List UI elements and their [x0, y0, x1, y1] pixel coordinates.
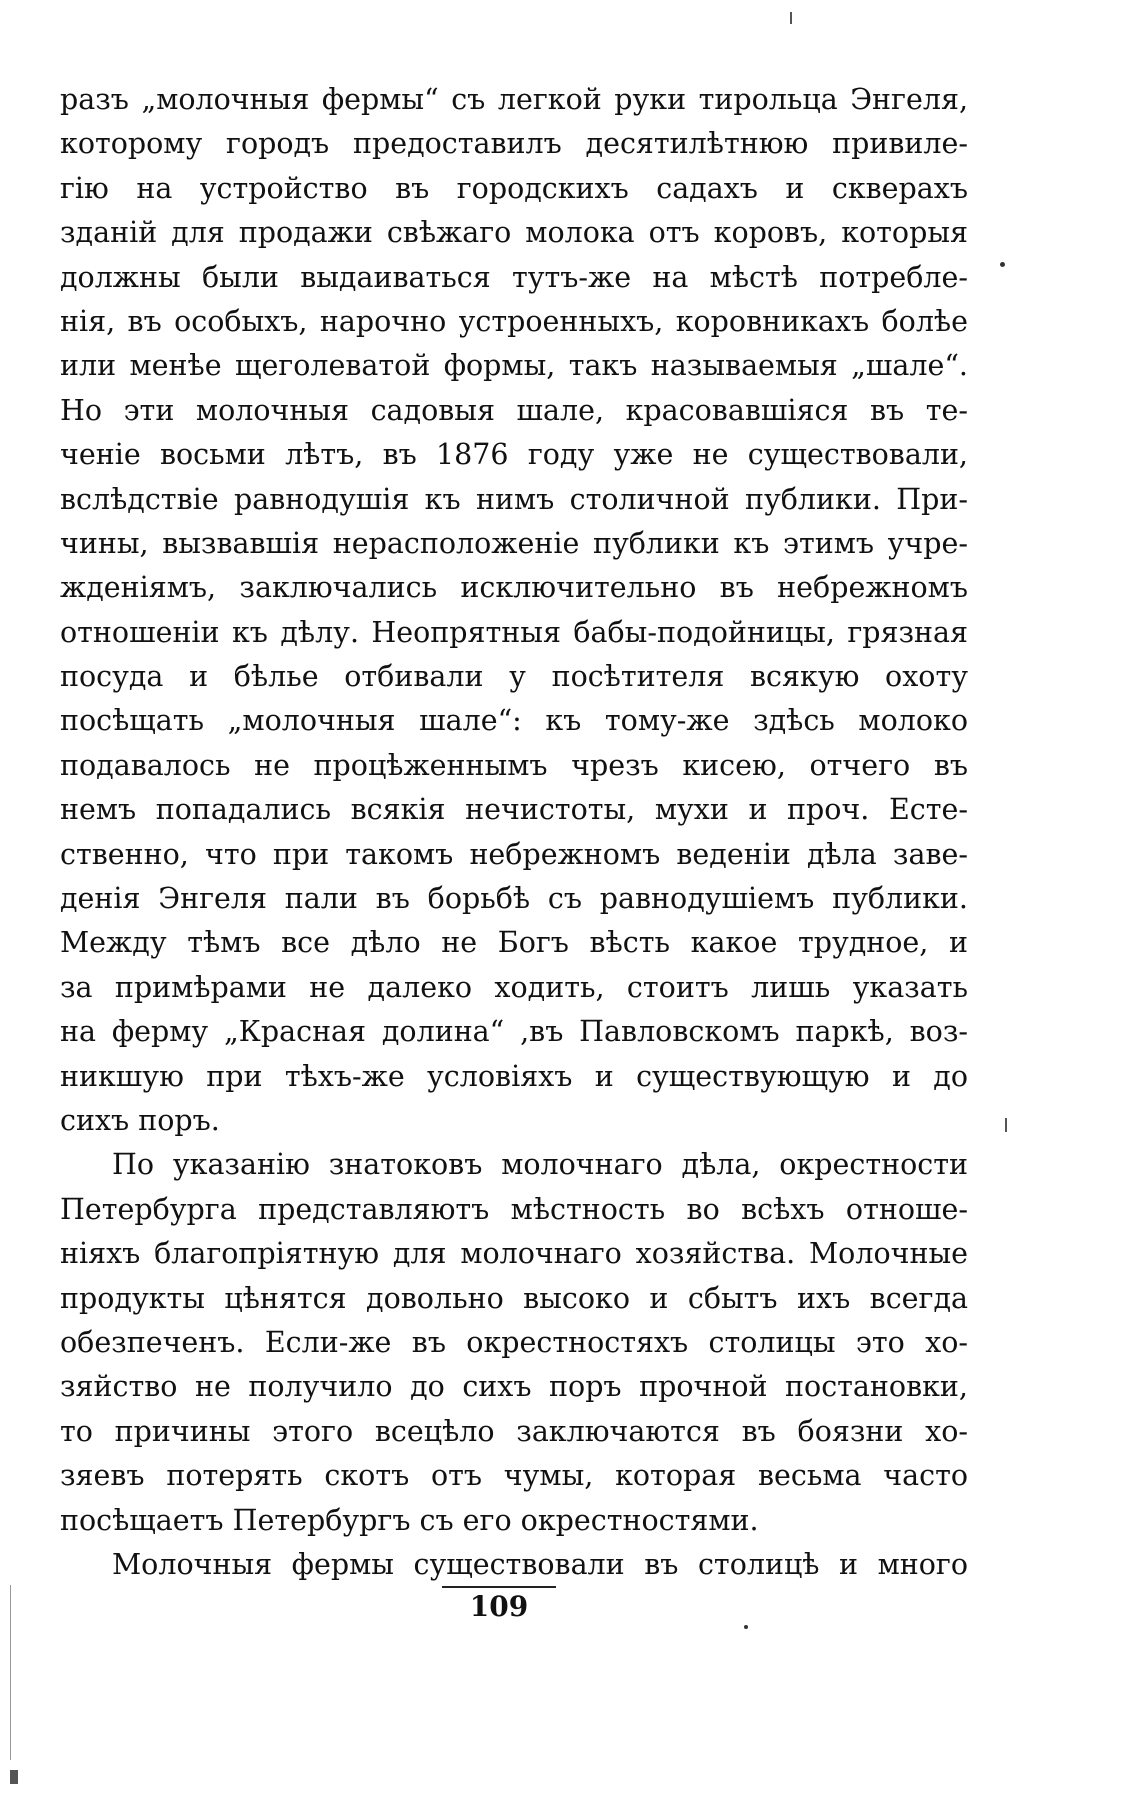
text-line: должны были выдаиваться тутъ-же на мѣстѣ потребле- [60, 260, 968, 294]
scan-mark [1005, 1118, 1007, 1132]
text-line: посѣщать „молочныя шале“: къ тому-же здѣсь молоко [60, 704, 968, 738]
scan-mark [10, 1770, 18, 1784]
text-line: нія, въ особыхъ, нарочно устроенныхъ, коровникахъ болѣе [60, 304, 968, 338]
text-line: разъ „молочныя фермы“ съ легкой руки тирольца Энгеля, [60, 83, 968, 116]
text-line: за примѣрами не далеко ходить, стоитъ лишь указать [60, 970, 968, 1004]
text-line: то причины этого всецѣло заключаются въ боязни хо- [60, 1414, 968, 1448]
scan-speck [1000, 262, 1005, 267]
text-line: обезпеченъ. Если-же въ окрестностяхъ столицы это хо- [60, 1325, 968, 1359]
paragraph-1 [60, 78, 968, 1143]
text-line: ченіе восьми лѣтъ, въ 1876 году уже не существовали, [60, 438, 968, 472]
scan-mark [10, 1585, 11, 1760]
page-number: 109 [469, 1590, 529, 1623]
text-line: вслѣдствіе равнодушія къ нимъ столичной публики. При- [60, 482, 968, 516]
text-line: зяйство не получило до сихъ поръ прочной постановки, [60, 1370, 968, 1404]
body-text [60, 78, 968, 1587]
text-line: отношеніи къ дѣлу. Неопрятныя бабы-подойницы, грязная [60, 615, 968, 649]
text-line: ственно, что при такомъ небрежномъ веденіи дѣла заве- [60, 837, 968, 871]
text-line: чины, вызвавшія нерасположеніе публики къ этимъ учре- [60, 526, 968, 560]
paragraph-2 [60, 1143, 968, 1543]
text-line: подавалось не процѣженнымъ чрезъ кисею, отчего въ [60, 748, 968, 782]
scan-mark [790, 12, 792, 24]
paragraph-3 [60, 1543, 968, 1587]
text-line: Молочныя фермы существовали въ столицѣ и много [112, 1547, 968, 1581]
text-line: ніяхъ благопріятную для молочнаго хозяйства. Молочные [60, 1237, 968, 1271]
text-line: сихъ поръ. [60, 1103, 220, 1137]
text-line: посуда и бѣлье отбивали у посѣтителя всякую охоту [60, 660, 968, 694]
text-line: никшую при тѣхъ-же условіяхъ и существующую и до [60, 1059, 968, 1093]
text-line: денія Энгеля пали въ борьбѣ съ равнодушіемъ публики. [60, 882, 968, 916]
text-line: Но эти молочныя садовыя шале, красовавшіяся въ те- [60, 393, 968, 427]
text-line: По указанію знатоковъ молочнаго дѣла, окрестности [112, 1148, 968, 1182]
text-line: продукты цѣнятся довольно высоко и сбытъ ихъ всегда [60, 1281, 968, 1315]
text-line: зданій для продажи свѣжаго молока отъ коровъ, которыя [60, 216, 968, 250]
text-line: немъ попадались всякія нечистоты, мухи и проч. Есте- [60, 793, 968, 827]
scan-speck [744, 1625, 748, 1629]
text-line: или менѣе щеголеватой формы, такъ называемыя „шале“. [60, 349, 968, 383]
text-line: гію на устройство въ городскихъ садахъ и скверахъ [60, 171, 968, 205]
text-line: посѣщаетъ Петербургъ съ его окрестностями. [60, 1503, 759, 1537]
text-line: Петербурга представляютъ мѣстность во всѣхъ отноше- [60, 1192, 968, 1226]
text-line: Между тѣмъ все дѣло не Богъ вѣсть какое трудное, и [60, 926, 968, 960]
text-line: зяевъ потерять скотъ отъ чумы, которая весьма часто [60, 1459, 968, 1493]
page-number-rule [442, 1586, 556, 1588]
text-line: которому городъ предоставилъ десятилѣтнюю привиле- [60, 127, 968, 161]
text-line: на ферму „Красная долина“ ,въ Павловскомъ паркѣ, воз- [60, 1015, 968, 1049]
text-line: жденіямъ, заключались исключительно въ небрежномъ [60, 571, 968, 605]
